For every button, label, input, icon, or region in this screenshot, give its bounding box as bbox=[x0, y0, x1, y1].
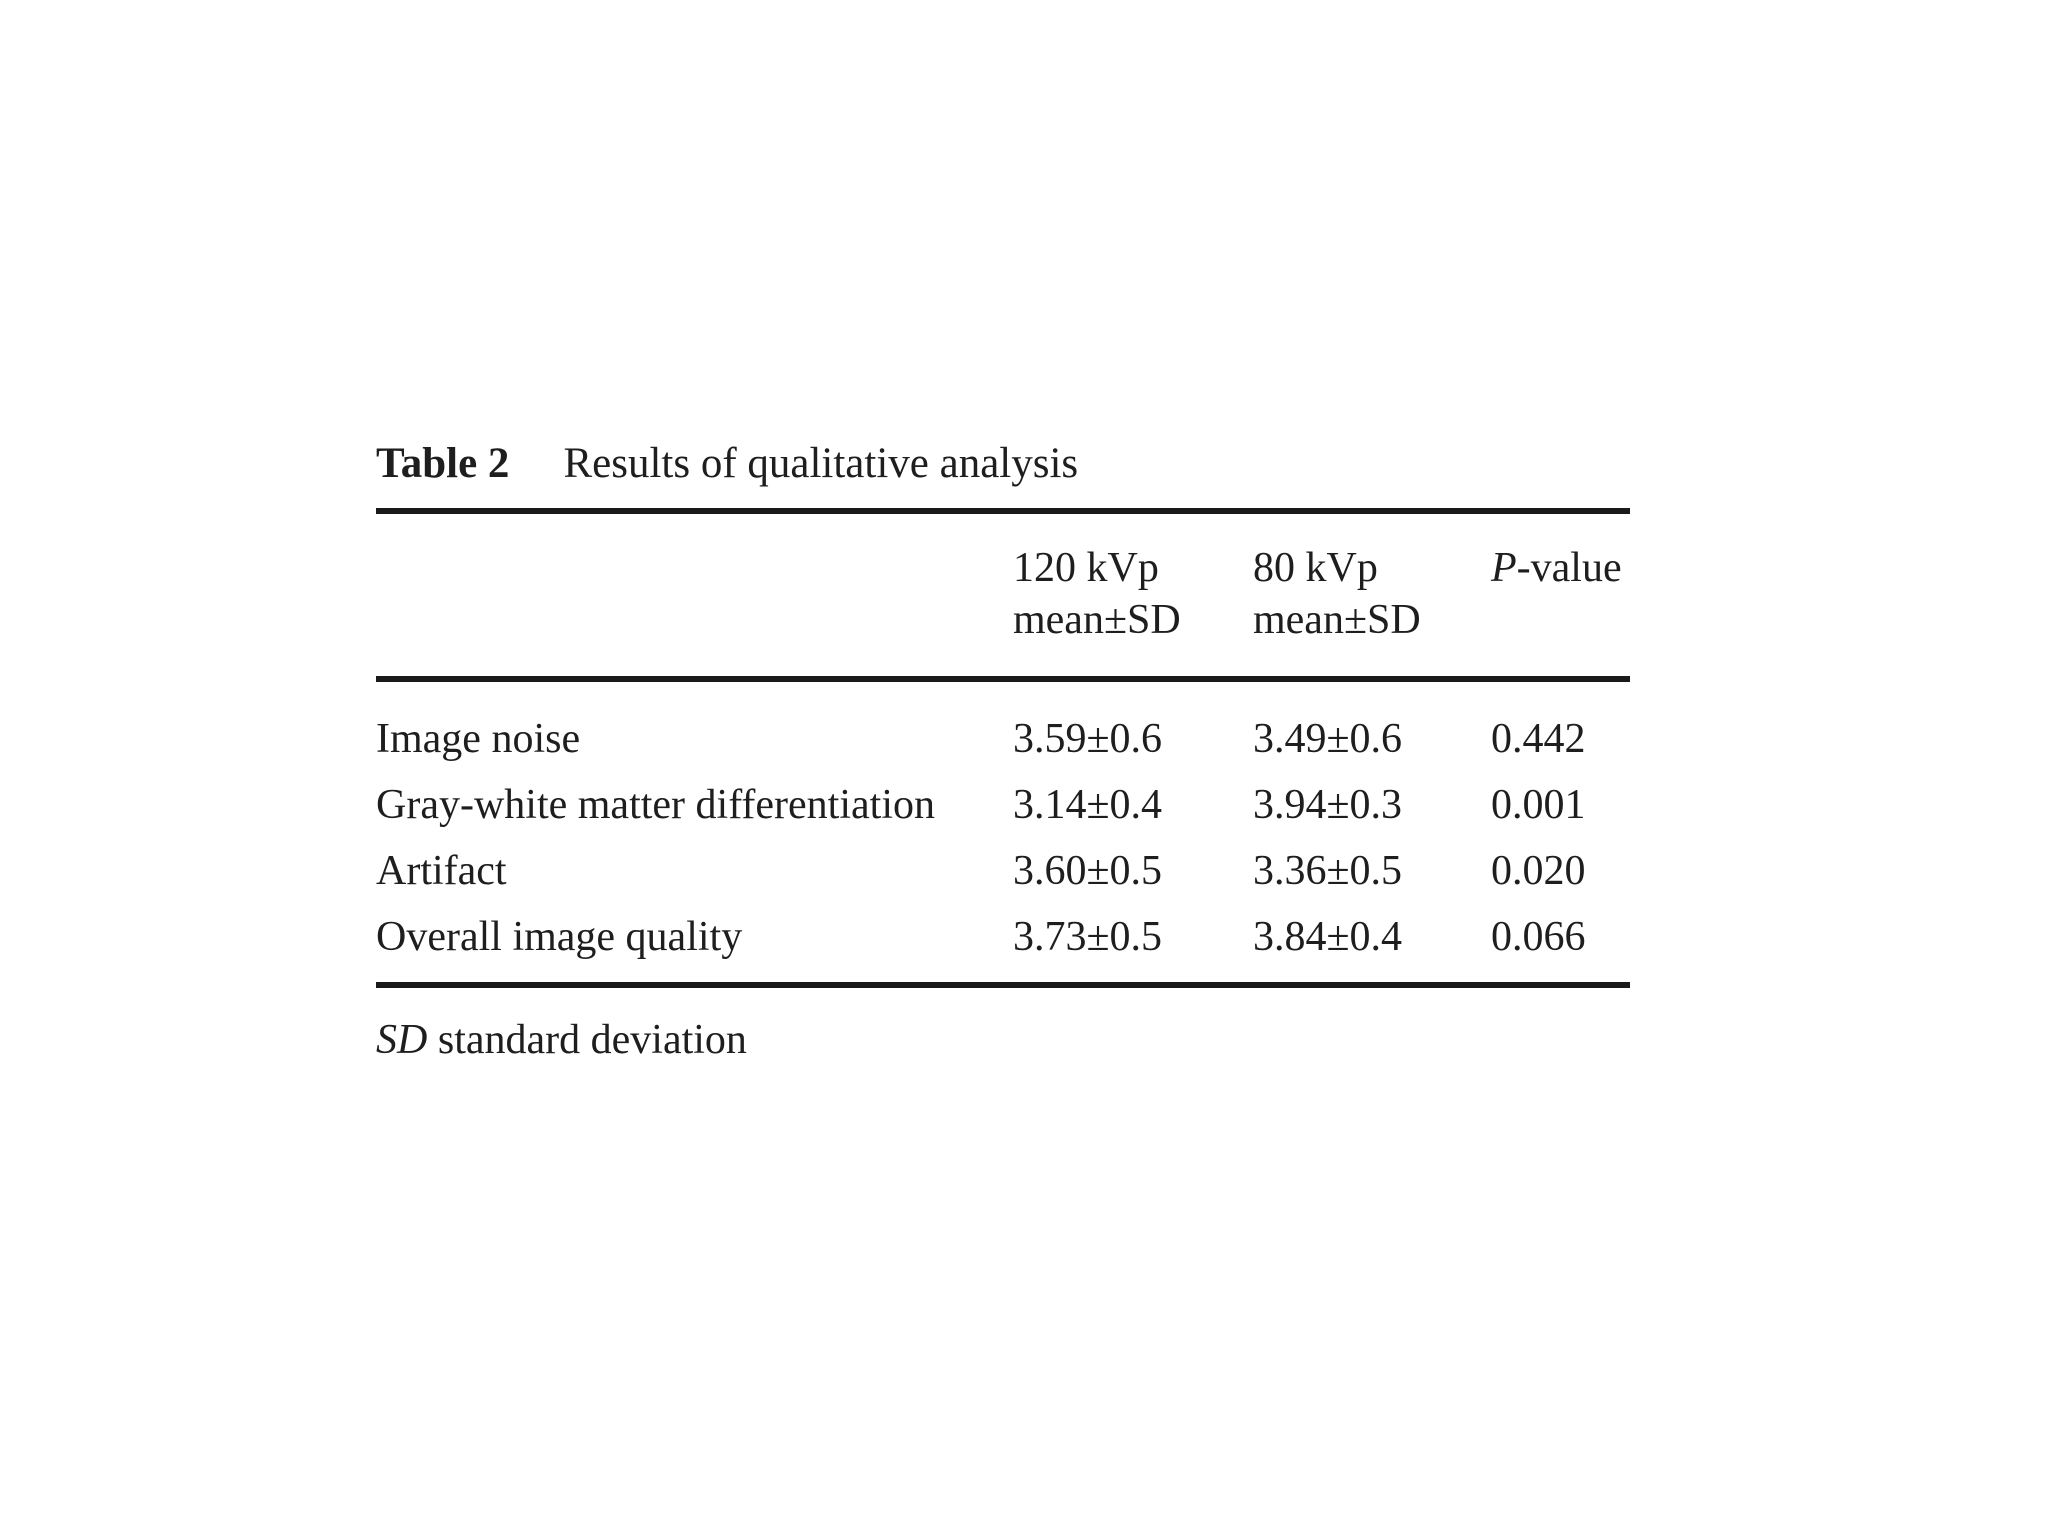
row-label: Image noise bbox=[376, 716, 581, 762]
cell-80kvp: 3.49±0.6 bbox=[1253, 716, 1403, 762]
results-table-body bbox=[376, 682, 1630, 982]
table-row bbox=[376, 682, 1630, 772]
results-table-block bbox=[376, 438, 1630, 1066]
results-table bbox=[376, 514, 1630, 676]
cell-p-value: 0.020 bbox=[1491, 848, 1586, 894]
table-footnote bbox=[376, 1014, 1630, 1066]
cell-80kvp: 3.94±0.3 bbox=[1253, 782, 1403, 828]
header-cell-120kvp: 120 kVp mean±SD bbox=[1013, 545, 1181, 643]
header-cell-80kvp: 80 kVp mean±SD bbox=[1253, 545, 1421, 643]
cell-p-value: 0.066 bbox=[1491, 914, 1586, 960]
footnote-text: standard deviation bbox=[427, 1017, 747, 1063]
row-label: Overall image quality bbox=[376, 914, 743, 960]
cell-80kvp: 3.84±0.4 bbox=[1253, 914, 1403, 960]
table-label: Table 2 bbox=[376, 440, 510, 487]
table-title: Results of qualitative analysis bbox=[563, 440, 1079, 487]
cell-120kvp: 3.14±0.4 bbox=[1013, 782, 1163, 828]
header-row bbox=[376, 514, 1630, 676]
table-caption bbox=[376, 438, 1630, 490]
cell-120kvp: 3.60±0.5 bbox=[1013, 848, 1163, 894]
cell-120kvp: 3.73±0.5 bbox=[1013, 914, 1163, 960]
row-label: Artifact bbox=[376, 848, 507, 894]
bottom-rule bbox=[376, 982, 1630, 988]
header-cell-p-value: P-value bbox=[1491, 545, 1622, 591]
header-cell-empty bbox=[376, 514, 1013, 676]
cell-80kvp: 3.36±0.5 bbox=[1253, 848, 1403, 894]
row-label: Gray-white matter differentiation bbox=[376, 782, 936, 828]
table-row bbox=[376, 904, 1630, 982]
table-row bbox=[376, 772, 1630, 838]
footnote-abbreviation: SD bbox=[376, 1017, 428, 1063]
table-row bbox=[376, 838, 1630, 904]
cell-p-value: 0.001 bbox=[1491, 782, 1586, 828]
cell-120kvp: 3.59±0.6 bbox=[1013, 716, 1163, 762]
cell-p-value: 0.442 bbox=[1491, 716, 1586, 762]
